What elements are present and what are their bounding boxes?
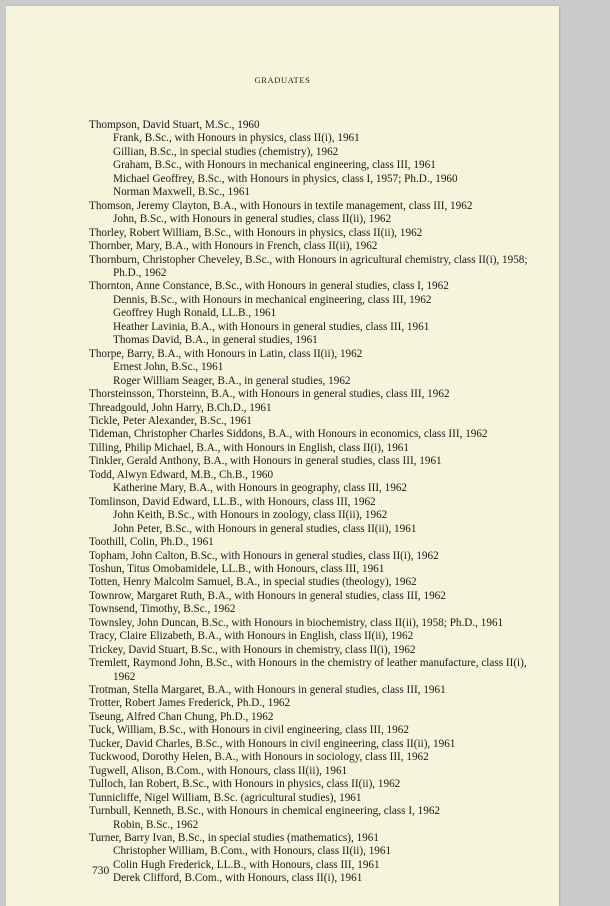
graduate-entry-sub: Robin, B.Sc., 1962 (113, 818, 199, 831)
graduate-entry: Turner, Barry Ivan, B.Sc., in special studies (mathematics), 1961 (89, 832, 379, 845)
graduate-entry: Trotter, Robert James Frederick, Ph.D., 1962 (89, 697, 291, 710)
graduate-entry: Toothill, Colin, Ph.D., 1961 (89, 536, 214, 549)
graduate-entry: Tremlett, Raymond John, B.Sc., with Honours in the chemistry of leather manufacture, class II(i), 1962 (89, 657, 527, 683)
graduate-entry: Todd, Alwyn Edward, M.B., Ch.B., 1960 (89, 468, 274, 481)
graduate-entry: Turnbull, Kenneth, B.Sc., with Honours in chemical engineering, class I, 1962 (89, 805, 441, 818)
graduate-entry-sub: John, B.Sc., with Honours in general studies, class II(ii), 1962 (113, 213, 392, 226)
graduate-entry: Tuckwood, Dorothy Helen, B.A., with Honours in sociology, class III, 1962 (89, 751, 429, 764)
graduate-entry: Thornber, Mary, B.A., with Honours in French, class II(ii), 1962 (89, 240, 378, 253)
graduate-entry: Thomson, Jeremy Clayton, B.A., with Honours in textile management, class III, 1962 (89, 199, 473, 212)
graduate-entry: Thorsteinsson, Thorsteinn, B.A., with Honours in general studies, class III, 1962 (89, 388, 450, 401)
graduate-entry-sub: Christopher William, B.Com., with Honours, class II(ii), 1961 (113, 845, 392, 858)
graduate-entry-sub: Dennis, B.Sc., with Honours in mechanical engineering, class III, 1962 (113, 293, 432, 306)
graduate-entry: Tunnicliffe, Nigel William, B.Sc. (agricultural studies), 1961 (89, 791, 362, 804)
graduate-entry: Tugwell, Alison, B.Com., with Honours, class II(ii), 1961 (89, 764, 348, 777)
graduate-entry-sub: Thomas David, B.A., in general studies, 1961 (113, 334, 318, 347)
graduate-entry: Toshun, Titus Omobamidele, LL.B., with Honours, class III, 1961 (89, 562, 385, 575)
graduate-entry-sub: Geoffrey Hugh Ronald, LL.B., 1961 (113, 307, 277, 320)
graduate-entry-sub: Graham, B.Sc., with Honours in mechanical engineering, class III, 1961 (113, 159, 436, 172)
page-number: 730 (92, 865, 110, 877)
graduate-entry-sub: John Peter, B.Sc., with Honours in general studies, class II(ii), 1961 (113, 522, 417, 535)
graduate-entry-sub: Heather Lavinia, B.A., with Honours in general studies, class III, 1961 (113, 320, 430, 333)
graduate-entry: Totten, Henry Malcolm Samuel, B.A., in special studies (theology), 1962 (89, 576, 417, 589)
graduate-entry-sub: Derek Clifford, B.Com., with Honours, class II(i), 1961 (113, 872, 363, 885)
graduate-entry: Thorpe, Barry, B.A., with Honours in Latin, class II(ii), 1962 (89, 347, 363, 360)
graduate-entry-sub: John Keith, B.Sc., with Honours in zoology, class II(ii), 1962 (113, 509, 388, 522)
graduate-list (89, 119, 549, 886)
graduate-entry: Trickey, David Stuart, B.Sc., with Honours in chemistry, class II(i), 1962 (89, 643, 416, 656)
graduate-entry-sub: Gillian, B.Sc., in special studies (chemistry), 1962 (113, 145, 339, 158)
graduate-entry-sub: Michael Geoffrey, B.Sc., with Honours in physics, class I, 1957; Ph.D., 1960 (113, 172, 458, 185)
graduate-entry: Tulloch, Ian Robert, B.Sc., with Honours in physics, class II(ii), 1962 (89, 778, 401, 791)
graduate-entry: Tseung, Alfred Chan Chung, Ph.D., 1962 (89, 710, 274, 723)
graduate-entry: Threadgould, John Harry, B.Ch.D., 1961 (89, 401, 272, 414)
graduate-entry-sub: Roger William Seager, B.A., in general studies, 1962 (113, 374, 351, 387)
book-page (6, 6, 559, 906)
graduate-entry: Townsley, John Duncan, B.Sc., with Honours in biochemistry, class II(ii), 1958; Ph.D., 1961 (89, 616, 504, 629)
graduate-entry: Tideman, Christopher Charles Siddons, B.A., with Honours in economics, class III, 1962 (89, 428, 488, 441)
graduate-entry: Topham, John Calton, B.Sc., with Honours in general studies, class II(i), 1962 (89, 549, 439, 562)
graduate-entry-sub: Katherine Mary, B.A., with Honours in geography, class III, 1962 (113, 482, 408, 495)
graduate-entry: Tuck, William, B.Sc., with Honours in civil engineering, class III, 1962 (89, 724, 409, 737)
graduate-entry: Thompson, David Stuart, M.Sc., 1960 (89, 119, 260, 131)
graduate-entry: Tinkler, Gerald Anthony, B.A., with Honours in general studies, class III, 1961 (89, 455, 442, 468)
graduate-entry-sub: Ernest John, B.Sc., 1961 (113, 361, 224, 374)
graduate-entry: Tracy, Claire Elizabeth, B.A., with Honours in English, class II(ii), 1962 (89, 630, 414, 643)
running-header: GRADUATES (254, 75, 311, 85)
graduate-entry: Tucker, David Charles, B.Sc., with Honours in civil engineering, class II(ii), 1961 (89, 737, 456, 750)
graduate-entry: Trotman, Stella Margaret, B.A., with Honours in general studies, class III, 1961 (89, 684, 446, 697)
graduate-entry: Tomlinson, David Edward, LL.B., with Honours, class III, 1962 (89, 495, 376, 508)
graduate-entry: Thornton, Anne Constance, B.Sc., with Honours in general studies, class I, 1962 (89, 280, 449, 293)
graduate-entry: Thorley, Robert William, B.Sc., with Honours in physics, class II(ii), 1962 (89, 226, 423, 239)
graduate-entry: Tickle, Peter Alexander, B.Sc., 1961 (89, 414, 252, 427)
graduate-entry-sub: Norman Maxwell, B.Sc., 1961 (113, 186, 251, 199)
graduate-entry: Townrow, Margaret Ruth, B.A., with Honours in general studies, class III, 1962 (89, 589, 446, 602)
graduate-entry: Tilling, Philip Michael, B.A., with Honours in English, class II(i), 1961 (89, 441, 409, 454)
graduate-entry: Thornburn, Christopher Cheveley, B.Sc., with Honours in agricultural chemistry, class II(i), 1958; Ph.D., 1962 (89, 253, 528, 279)
graduate-entry-sub: Frank, B.Sc., with Honours in physics, class II(i), 1961 (113, 132, 360, 145)
graduate-entry: Townsend, Timothy, B.Sc., 1962 (89, 603, 236, 616)
graduate-entry-sub: Colin Hugh Frederick, LL.B., with Honours, class III, 1961 (113, 858, 380, 871)
